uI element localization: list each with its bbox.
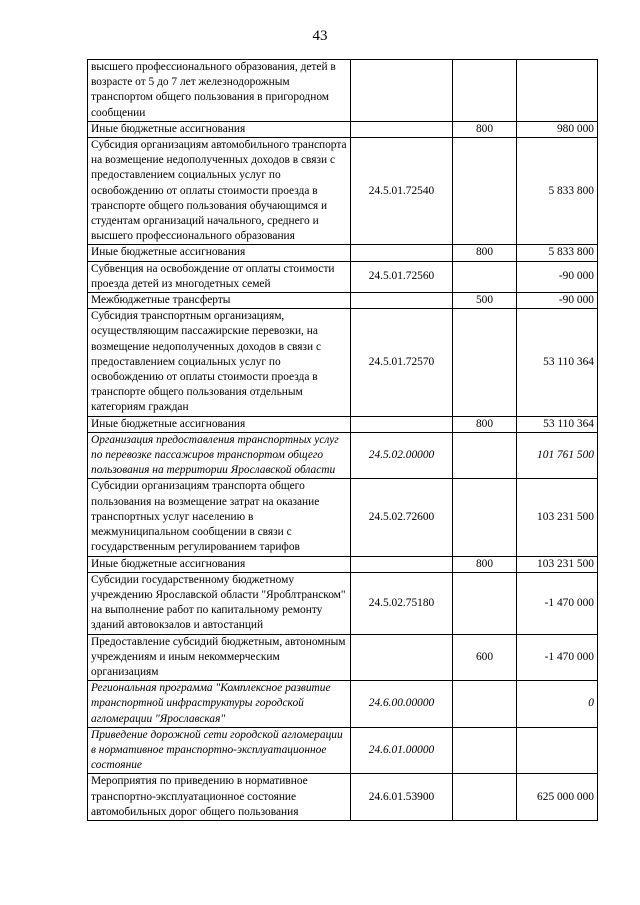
row-name-cell: Субсидия организациям автомобильного транспорта на возмещение недополученных доходов в связи с предоставлением социальных услуг по освобождению от оплаты стоимости проезда в транспорте общего пользования обучающимся и студентам организаций начального, среднего и высшего профессионального образования: [88, 138, 351, 245]
table-row: [88, 432, 598, 479]
row-amount-cell: 101 761 500: [517, 432, 598, 479]
row-amount-cell: 5 833 800: [517, 138, 598, 245]
table-row: [88, 261, 598, 292]
row-name-cell: Региональная программа "Комплексное развитие транспортной инфраструктуры городской агломерации "Ярославская": [88, 681, 351, 728]
table-row: [88, 774, 598, 821]
row-amount-cell: -1 470 000: [517, 634, 598, 681]
row-type-cell: [453, 681, 517, 728]
row-name-cell: Иные бюджетные ассигнования: [88, 416, 351, 432]
row-amount-cell: 980 000: [517, 121, 598, 137]
row-type-cell: [453, 60, 517, 122]
budget-table-body: [88, 60, 598, 821]
table-row: [88, 556, 598, 572]
table-row: [88, 121, 598, 137]
row-type-cell: [453, 774, 517, 821]
row-code-cell: 24.5.02.72600: [351, 479, 453, 556]
row-type-cell: [453, 572, 517, 634]
row-amount-cell: [517, 60, 598, 122]
row-type-cell: 800: [453, 121, 517, 137]
row-amount-cell: 0: [517, 681, 598, 728]
row-type-cell: [453, 138, 517, 245]
table-row: [88, 572, 598, 634]
table-row: [88, 479, 598, 556]
row-amount-cell: 103 231 500: [517, 556, 598, 572]
row-code-cell: 24.5.02.75180: [351, 572, 453, 634]
row-name-cell: Иные бюджетные ассигнования: [88, 556, 351, 572]
row-name-cell: Субсидии государственному бюджетному учреждению Ярославской области "Яроблтранском" на выполнение работ по капитальному ремонту зданий автовокзалов и автостанций: [88, 572, 351, 634]
budget-table: [87, 59, 598, 821]
row-amount-cell: -1 470 000: [517, 572, 598, 634]
table-row: [88, 245, 598, 261]
row-code-cell: 24.6.01.53900: [351, 774, 453, 821]
row-type-cell: 500: [453, 293, 517, 309]
row-amount-cell: [517, 727, 598, 774]
row-type-cell: [453, 309, 517, 416]
row-code-cell: [351, 416, 453, 432]
row-type-cell: 800: [453, 416, 517, 432]
row-code-cell: [351, 121, 453, 137]
row-code-cell: 24.5.02.00000: [351, 432, 453, 479]
row-name-cell: Иные бюджетные ассигнования: [88, 245, 351, 261]
row-type-cell: 800: [453, 245, 517, 261]
row-amount-cell: 103 231 500: [517, 479, 598, 556]
row-type-cell: [453, 479, 517, 556]
row-name-cell: Предоставление субсидий бюджетным, автономным учреждениям и иным некоммерческим организациям: [88, 634, 351, 681]
row-type-cell: [453, 727, 517, 774]
row-code-cell: [351, 245, 453, 261]
row-code-cell: [351, 556, 453, 572]
row-amount-cell: -90 000: [517, 261, 598, 292]
row-code-cell: [351, 293, 453, 309]
table-row: [88, 727, 598, 774]
row-code-cell: [351, 634, 453, 681]
row-name-cell: Приведение дорожной сети городской агломерации в нормативное транспортно-эксплуатационное состояние: [88, 727, 351, 774]
row-code-cell: 24.5.01.72570: [351, 309, 453, 416]
row-code-cell: 24.5.01.72560: [351, 261, 453, 292]
row-amount-cell: 625 000 000: [517, 774, 598, 821]
row-name-cell: Субсидия транспортным организациям, осуществляющим пассажирские перевозки, на возмещение недополученных доходов в связи с предоставлением социальных услуг по освобождению от оплаты стоимости проезда в транспорте общего пользования отдельным категориям граждан: [88, 309, 351, 416]
row-code-cell: [351, 60, 453, 122]
row-name-cell: Мероприятия по приведению в нормативное транспортно-эксплуатационное состояние автомобильных дорог общего пользования: [88, 774, 351, 821]
row-amount-cell: 5 833 800: [517, 245, 598, 261]
table-row: [88, 293, 598, 309]
row-amount-cell: -90 000: [517, 293, 598, 309]
row-code-cell: 24.6.00.00000: [351, 681, 453, 728]
row-code-cell: 24.5.01.72540: [351, 138, 453, 245]
row-amount-cell: 53 110 364: [517, 309, 598, 416]
row-type-cell: [453, 261, 517, 292]
row-amount-cell: 53 110 364: [517, 416, 598, 432]
table-row: [88, 309, 598, 416]
row-name-cell: Субсидии организациям транспорта общего пользования на возмещение затрат на оказание транспортных услуг населению в межмуниципальном сообщении в связи с государственным регулированием тарифов: [88, 479, 351, 556]
page-number: 43: [312, 28, 328, 44]
table-row: [88, 416, 598, 432]
row-code-cell: 24.6.01.00000: [351, 727, 453, 774]
row-type-cell: 600: [453, 634, 517, 681]
table-row: [88, 60, 598, 122]
row-type-cell: 800: [453, 556, 517, 572]
row-name-cell: Субвенция на освобождение от оплаты стоимости проезда детей из многодетных семей: [88, 261, 351, 292]
table-row: [88, 634, 598, 681]
row-name-cell: Иные бюджетные ассигнования: [88, 121, 351, 137]
row-name-cell: Организация предоставления транспортных услуг по перевозке пассажиров транспортом общего пользования на территории Ярославской области: [88, 432, 351, 479]
table-row: [88, 138, 598, 245]
row-type-cell: [453, 432, 517, 479]
row-name-cell: высшего профессионального образования, детей в возрасте от 5 до 7 лет железнодорожным транспортом общего пользования в пригородном сообщении: [88, 60, 351, 122]
row-name-cell: Межбюджетные трансферты: [88, 293, 351, 309]
table-row: [88, 681, 598, 728]
